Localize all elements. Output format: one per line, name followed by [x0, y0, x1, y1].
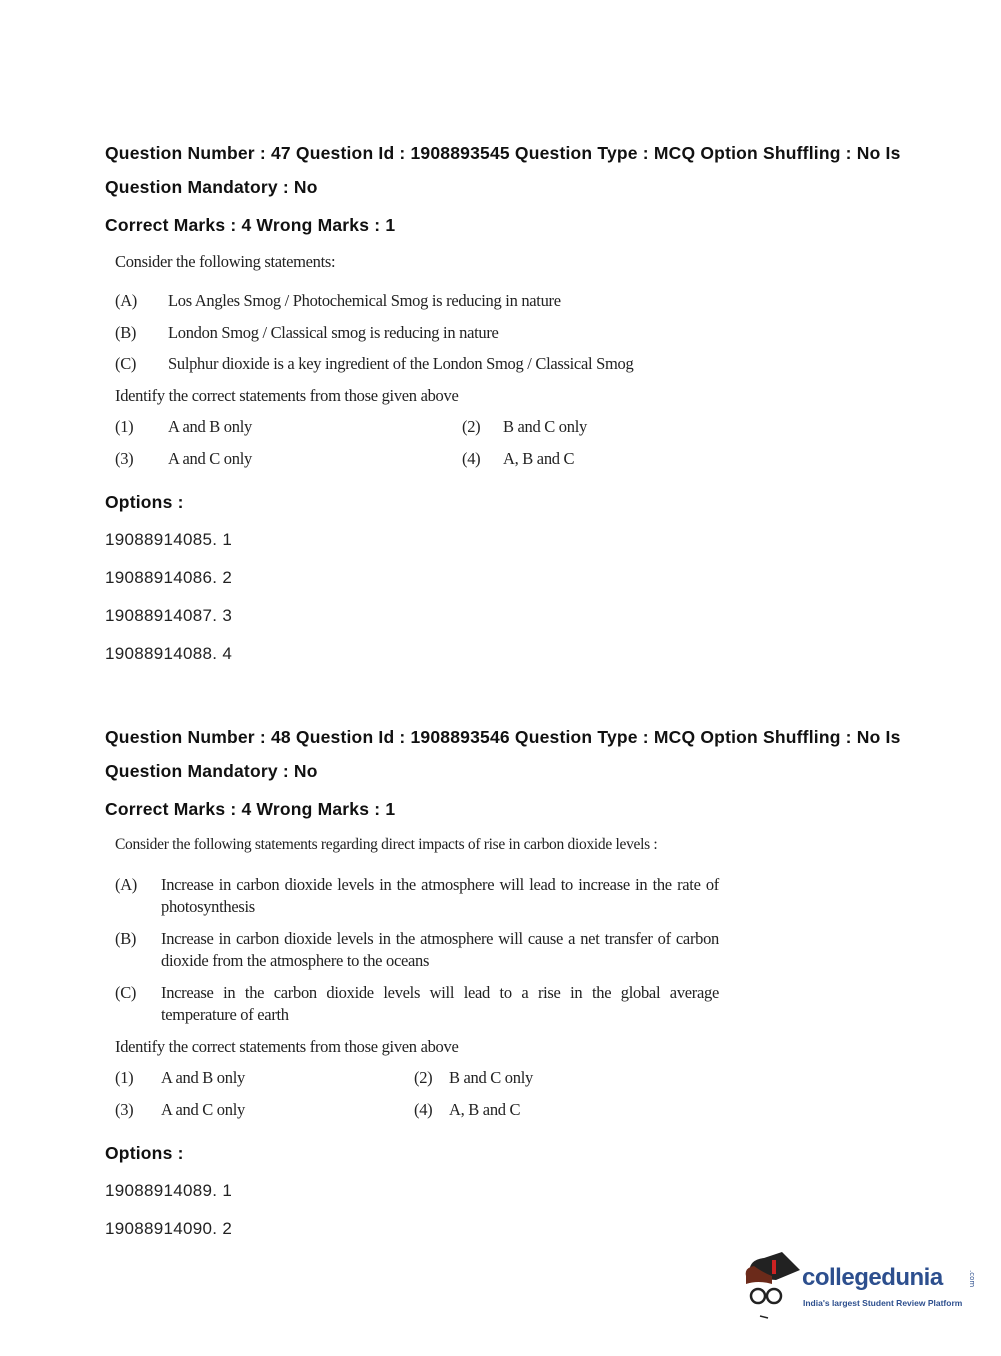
- question-header: Question Number : 48 Question Id : 1908893546 Question Type : MCQ Option Shuffling : No Is: [105, 727, 901, 747]
- logo-wordmark: collegedunia: [802, 1264, 943, 1291]
- statement-text: Increase in the carbon dioxide levels will lead to a rise in the global average: [161, 983, 719, 1002]
- question-header: Question Number : 47 Question Id : 1908893545 Question Type : MCQ Option Shuffling : No Is: [105, 143, 901, 163]
- choice-text: A and C only: [161, 1100, 245, 1119]
- choice-label: (1): [115, 1068, 134, 1087]
- question-prompt: Identify the correct statements from those given above: [115, 386, 459, 405]
- option-item: 19088914088. 4: [105, 644, 233, 663]
- options-label: Options :: [105, 492, 184, 512]
- choice-label: (1): [115, 417, 134, 436]
- choice-label: (3): [115, 449, 134, 468]
- option-item: 19088914089. 1: [105, 1181, 233, 1200]
- choice-label: (2): [462, 417, 481, 436]
- statement-label: (B): [115, 323, 137, 342]
- statement-label: (A): [115, 291, 138, 310]
- option-item: 19088914090. 2: [105, 1219, 233, 1238]
- statement-text: photosynthesis: [161, 897, 255, 916]
- collegedunia-logo: [742, 1250, 982, 1320]
- question-intro: Consider the following statements:: [115, 252, 336, 271]
- question-mandatory: Question Mandatory : No: [105, 761, 318, 781]
- question-prompt: Identify the correct statements from those given above: [115, 1037, 459, 1056]
- question-marks: Correct Marks : 4 Wrong Marks : 1: [105, 215, 396, 235]
- statement-text: Sulphur dioxide is a key ingredient of the London Smog / Classical Smog: [168, 354, 634, 373]
- logo-tagline: India's largest Student Review Platform: [803, 1298, 963, 1308]
- logo-suffix: .com: [968, 1270, 976, 1288]
- statement-text: Increase in carbon dioxide levels in the atmosphere will lead to increase in the rate of: [161, 875, 719, 894]
- choice-text: B and C only: [503, 417, 587, 436]
- choice-label: (4): [414, 1100, 433, 1119]
- choice-label: (2): [414, 1068, 433, 1087]
- question-mandatory: Question Mandatory : No: [105, 177, 318, 197]
- statement-label: (A): [115, 875, 138, 894]
- statement-text: Los Angles Smog / Photochemical Smog is reducing in nature: [168, 291, 561, 310]
- statement-label: (B): [115, 929, 137, 948]
- statement-text: Increase in carbon dioxide levels in the atmosphere will cause a net transfer of carbon: [161, 929, 719, 948]
- statement-text: dioxide from the atmosphere to the oceans: [161, 951, 430, 970]
- option-item: 19088914085. 1: [105, 530, 233, 549]
- choice-label: (4): [462, 449, 481, 468]
- option-item: 19088914086. 2: [105, 568, 233, 587]
- statement-label: (C): [115, 354, 137, 373]
- choice-text: B and C only: [449, 1068, 533, 1087]
- choice-text: A, B and C: [449, 1100, 521, 1119]
- statement-text: temperature of earth: [161, 1005, 289, 1024]
- question-marks: Correct Marks : 4 Wrong Marks : 1: [105, 799, 396, 819]
- choice-text: A and B only: [168, 417, 252, 436]
- options-label: Options :: [105, 1143, 184, 1163]
- choice-text: A and B only: [161, 1068, 245, 1087]
- option-item: 19088914087. 3: [105, 606, 233, 625]
- choice-label: (3): [115, 1100, 134, 1119]
- question-intro: Consider the following statements regarding direct impacts of rise in carbon dioxide levels :: [115, 836, 658, 853]
- choice-text: A, B and C: [503, 449, 575, 468]
- statement-text: London Smog / Classical smog is reducing in nature: [168, 323, 499, 342]
- choice-text: A and C only: [168, 449, 252, 468]
- mascot-icon: [742, 1250, 802, 1320]
- statement-label: (C): [115, 983, 137, 1002]
